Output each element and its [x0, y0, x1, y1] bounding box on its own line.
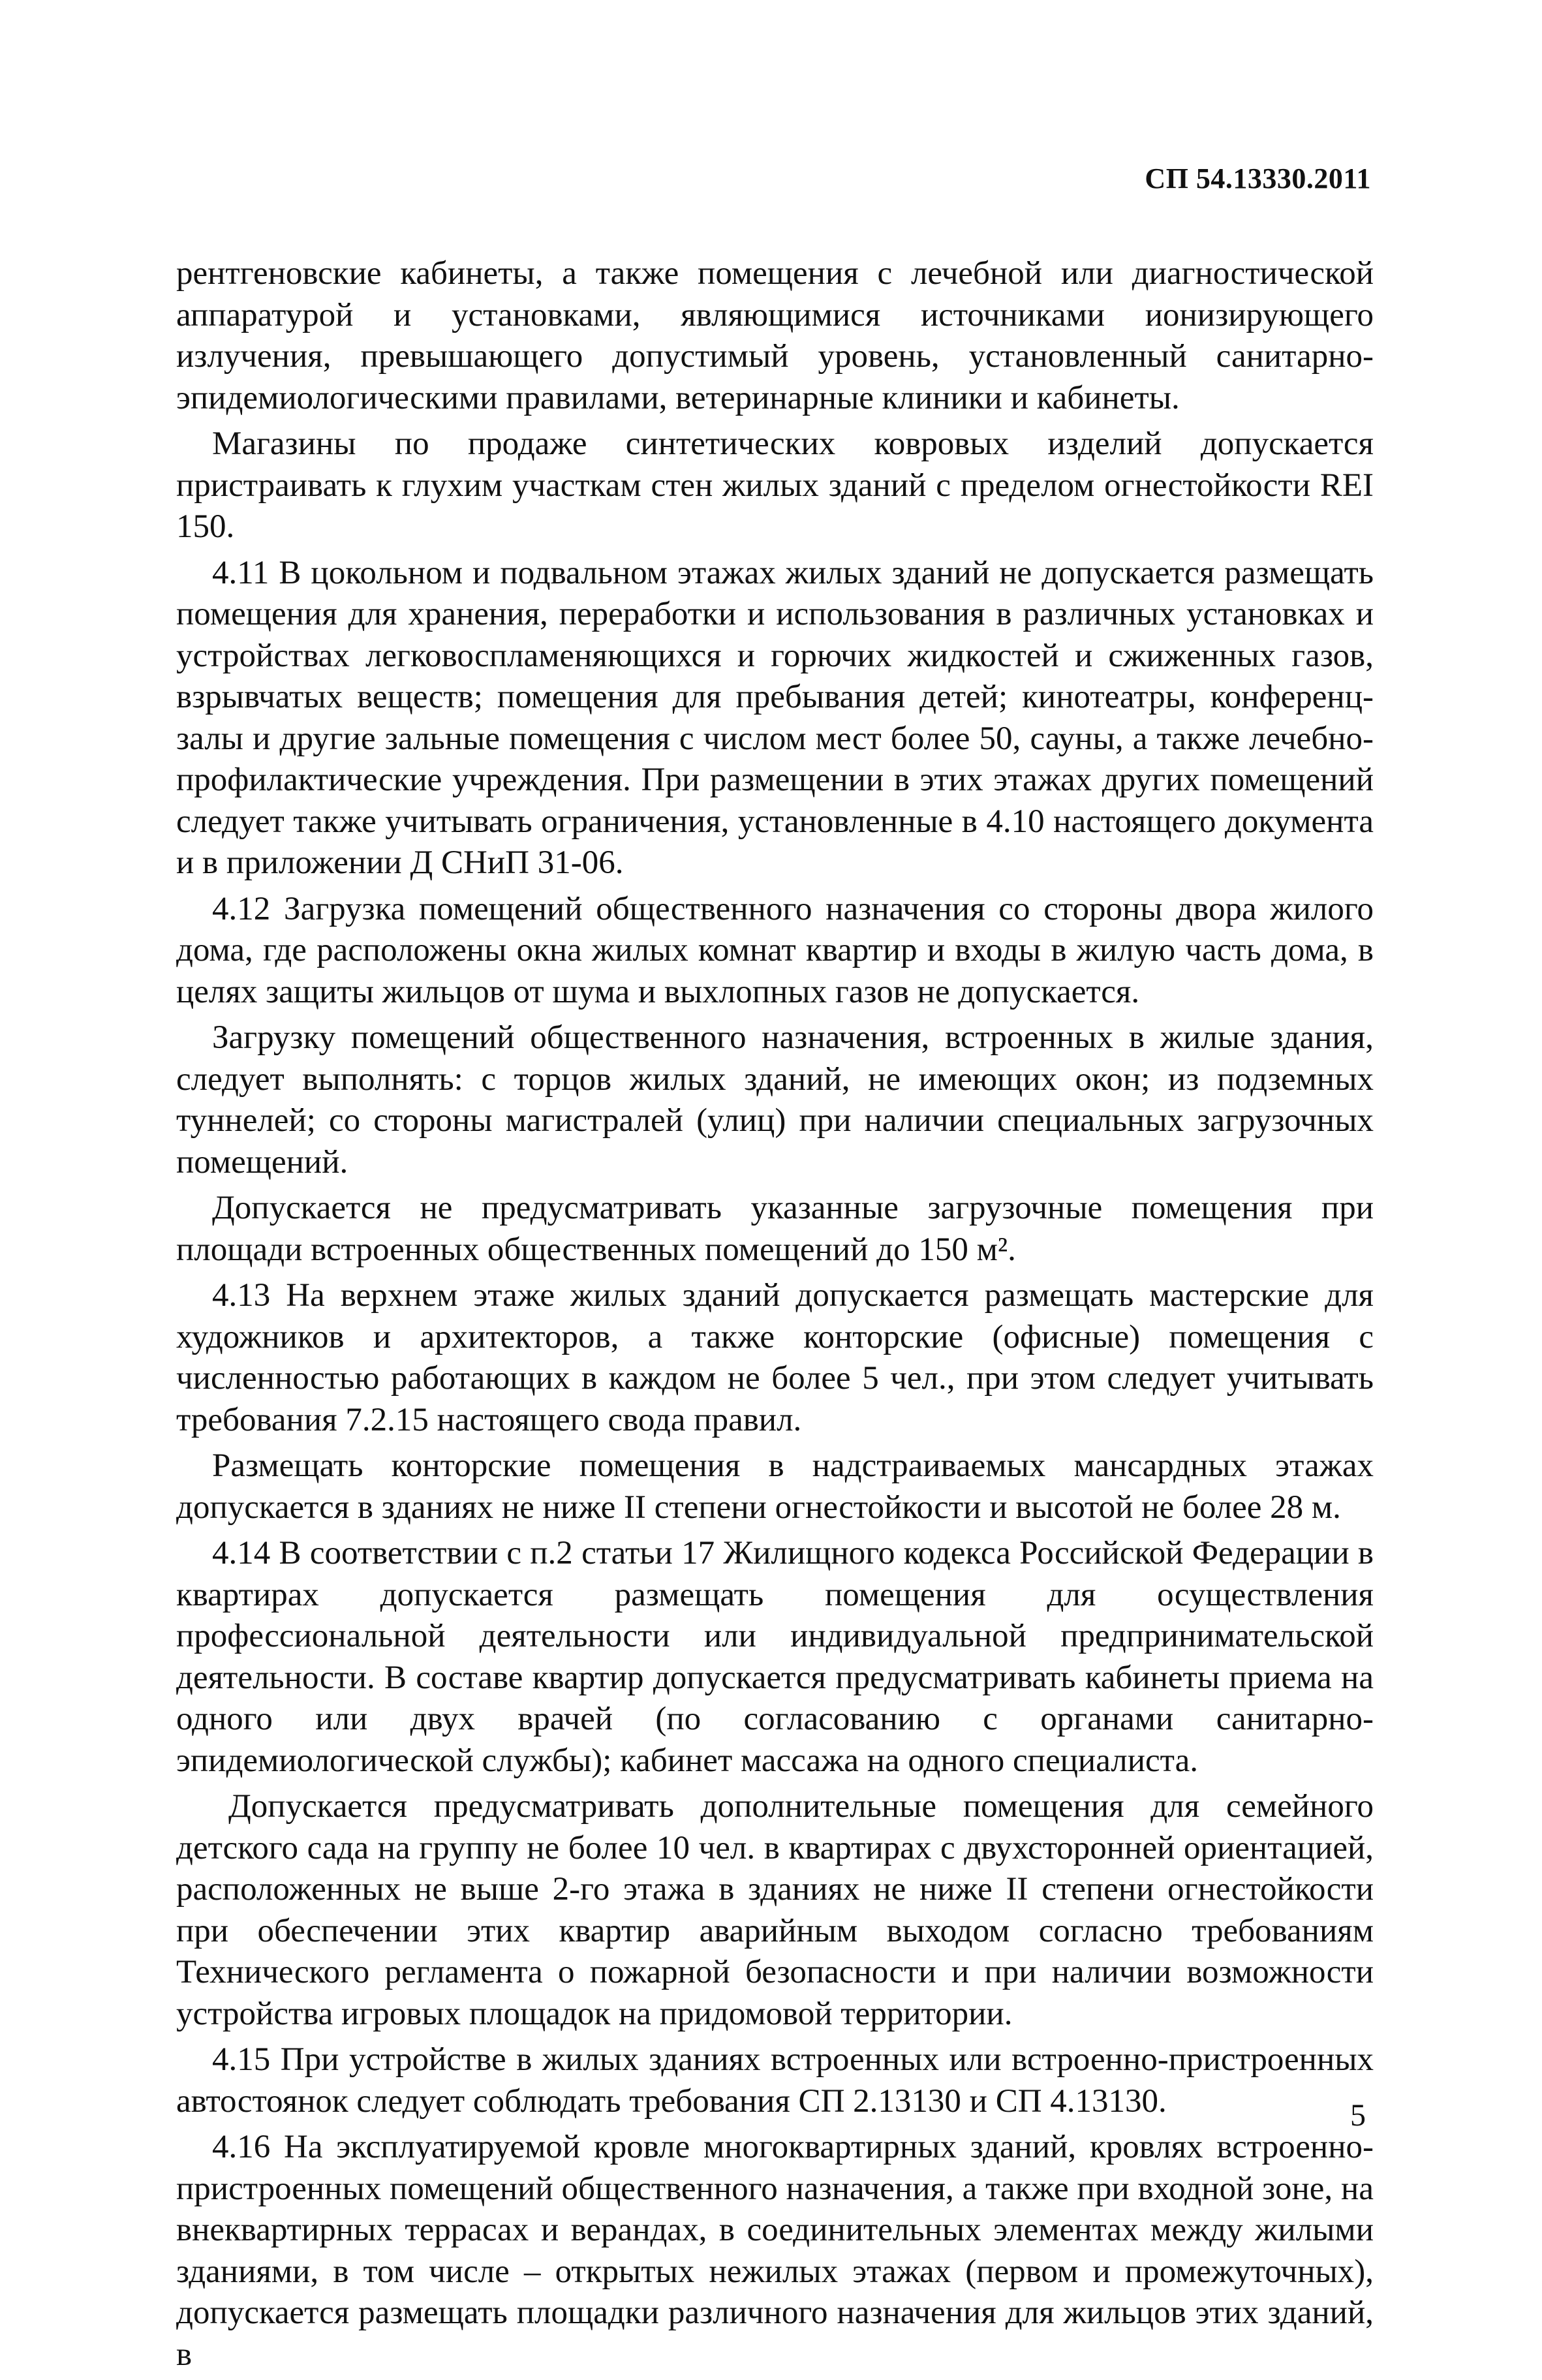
paragraph-4-11: 4.11 В цокольном и подвальном этажах жилых зданий не допускается размещать помещения для хранения, переработки и использования в различных установках и устройствах легковоспламеняющихся и горючих жидкостей и сжиженных газов, взрывчатых веществ; помещения для пребывания детей; кинотеатры, конференц-залы и другие зальные помещения с числом мест более 50, сауны, а также лечебно-профилактические учреждения. При размещении в этих этажах других помещений следует также учитывать ограничения, установленные в 4.10 настоящего документа и в приложении Д СНиП 31-06.: [176, 554, 1374, 881]
paragraph-4-14: 4.14 В соответствии с п.2 статьи 17 Жилищного кодекса Российской Федерации в квартирах допускается размещать помещения для осуществления профессиональной деятельности или индивидуальной предпринимательской деятельности. В составе квартир допускается предусматривать кабинеты приема на одного или двух врачей (по согласованию с органами санитарно-эпидемиологической службы); кабинет массажа на одного специалиста.: [176, 1535, 1374, 1779]
paragraph-4-13: 4.13 На верхнем этаже жилых зданий допускается размещать мастерские для художников и архитекторов, а также конторские (офисные) помещения с численностью работающих в каждом не более 5 чел., при этом следует учитывать требования 7.2.15 настоящего свода правил.: [176, 1277, 1374, 1438]
document-code-header: СП 54.13330.2011: [1145, 162, 1371, 194]
paragraph-4-12: 4.12 Загрузка помещений общественного назначения со стороны двора жилого дома, где расположены окна жилых комнат квартир и входы в жилую часть дома, в целях защиты жильцов от шума и выхлопных газов не допускается.: [176, 890, 1374, 1010]
paragraph-4-15: 4.15 При устройстве в жилых зданиях встроенных или встроенно-пристроенных автостоянок следует соблюдать требования СП 2.13130 и СП 4.13130.: [176, 2041, 1374, 2120]
paragraph-continuation: рентгеновские кабинеты, а также помещения с лечебной или диагностической аппаратурой и установками, являющимися источниками ионизирующего излучения, превышающего допустимый уровень, установленный санитарно-эпидемиологическими правилами, ветеринарные клиники и кабинеты.: [176, 255, 1374, 416]
paragraph-carpet-shops: Магазины по продаже синтетических ковровых изделий допускается пристраивать к глухим участкам стен жилых зданий с пределом огнестойкости REI 150.: [176, 425, 1374, 545]
paragraph-kindergarten: Допускается предусматривать дополнительные помещения для семейного детского сада на группу не более 10 чел. в квартирах с двухсторонней ориентацией, расположенных не выше 2-го этажа в зданиях не ниже II степени огнестойкости при обеспечении этих квартир аварийным выходом согласно требованиям Технического регламента о пожарной безопасности и при наличии возможности устройства игровых площадок на придомовой территории.: [176, 1788, 1374, 2032]
paragraph-loading: Загрузку помещений общественного назначения, встроенных в жилые здания, следует выполнять: с торцов жилых зданий, не имеющих окон; из подземных туннелей; со стороны магистралей (улиц) при наличии специальных загрузочных помещений.: [176, 1019, 1374, 1181]
page-number: 5: [1350, 2098, 1366, 2133]
document-body: [176, 253, 1374, 2380]
paragraph-attic-offices: Размещать конторские помещения в надстраиваемых мансардных этажах допускается в зданиях не ниже II степени огнестойкости и высотой не более 28 м.: [176, 1447, 1374, 1526]
paragraph-loading-exception: Допускается не предусматривать указанные загрузочные помещения при площади встроенных общественных помещений до 150 м².: [176, 1190, 1374, 1268]
paragraph-4-16: 4.16 На эксплуатируемой кровле многоквартирных зданий, кровлях встроенно-пристроенных помещений общественного назначения, а также при входной зоне, на внеквартирных террасах и верандах, в соединительных элементах между жилыми зданиями, в том числе – открытых нежилых этажах (первом и промежуточных), допускается размещать площадки различного назначения для жильцов этих зданий, в: [176, 2129, 1374, 2373]
